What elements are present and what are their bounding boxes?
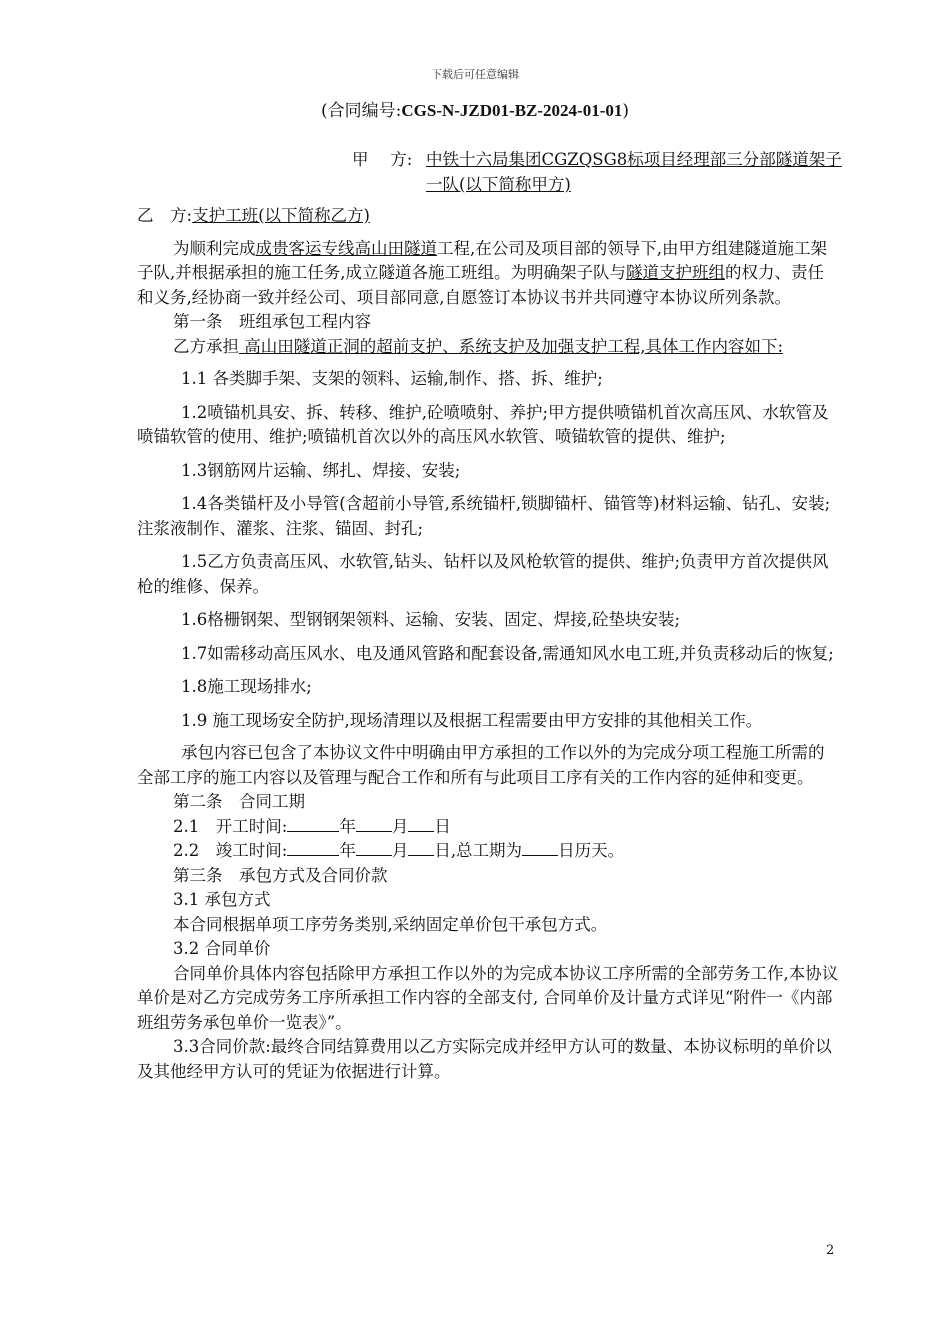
item-1-7: 1.7如需移动高压风水、电及通风管路和配套设备,需通知风水电工班,并负责移动后的恢复; [181,643,834,663]
item-1-8: 1.8施工现场排水; [181,677,312,696]
scope-lead: 乙方承担 [173,336,239,356]
item-1-1: 1.1 各类脚手架、支架的领料、运输,制作、搭、拆、维护; [181,369,603,388]
article-1-closing: 承包内容已包含了本协议文件中明确由甲方承担的工作以外的为完成分项工程施工所需的全部工序的施工内容以及管理与配合工作和所有与此项目工序有关的工作内容的延伸和变更。 [137,743,825,787]
page-number: 2 [826,1243,835,1258]
item-1-4: 1.4各类锚杆及小导管(含超前小导管,系统锚杆,锁脚锚杆、锚管等)材料运输、钻孔、安装;注浆液制作、灌浆、注浆、锚固、封孔; [137,494,831,538]
item-1-6: 1.6格栅钢架、型钢钢架领料、运输、安装、固定、焊接,砼垫块安装; [181,610,681,629]
start-date-line [137,815,840,840]
intro-text-3: 工程,在公司及项目部的领导下,由甲方组建隧道施工架子队,并根据承担的施工任务,成立隧道各施工班组。为明确架子队与 [137,238,827,282]
end-day-blank[interactable] [408,839,434,856]
project-name: 成贵客运专线高山田隧道 [255,238,437,258]
intro-text-5: 的权力、责任和义务,经协商一致并经公司、项目部同意,自愿签订本协议书并共同遵守本协议所列条款。 [137,263,824,307]
start-year-blank[interactable] [287,815,339,832]
party-b-value: 支护工班(以下简称乙方) [192,206,370,225]
start-day-blank[interactable] [408,815,434,832]
intro-text-1: 为顺利完成 [173,238,256,258]
contract-number-code: CGS-N-JZD01-BZ-2024-01-01 [401,101,623,120]
party-b [137,204,840,229]
end-month-blank[interactable] [356,839,392,856]
scope-text: 高山田隧道正洞的超前支护、系统支护及加强支护工程,具体工作内容如下: [239,336,784,356]
section-3-2-title: 3.2 合同单价 [173,939,271,958]
party-b-label: 乙 方: [137,206,193,225]
item-1-2: 1.2喷锚机具安、拆、转移、维护,砼喷喷射、养护;甲方提供喷锚机首次高压风、水软管及喷锚软管的使用、维护;喷锚机首次以外的高压风水软管、喷锚软管的提供、维护; [137,402,829,446]
end-date-label: 2.2 竣工时间: [173,841,288,860]
total-days-blank[interactable] [522,839,558,856]
team-name: 隧道支护班组 [626,263,725,282]
section-3-2-text: 合同单价具体内容包括除甲方承担工作以外的为完成本协议工序所需的全部劳务工作,本协议单价是对乙方完成劳务工序所承担工作内容的全部支付, 合同单价及计量方式详见“附件一《内部班组劳务承包单价一览表》”。 [137,963,839,1032]
item-1-9: 1.9 施工现场安全防护,现场清理以及根据工程需要由甲方安排的其他相关工作。 [181,710,763,730]
article-1-title: 第一条 班组承包工程内容 [173,312,371,331]
year-unit: 年 [339,816,356,836]
month-unit: 月 [391,816,409,836]
editable-note: 下载后可任意编辑 [431,68,519,81]
day-unit: 日 [434,816,451,836]
end-year-blank[interactable] [287,839,339,856]
end-date-line [137,839,840,864]
section-3-1-text: 本合同根据单项工序劳务类别,采纳固定单价包干承包方式。 [173,914,608,934]
item-1-5: 1.5乙方负责高压风、水软管,钻头、钻杆以及风枪软管的提供、维护;负责甲方首次提供风枪的维修、保养。 [137,552,829,596]
item-1-3: 1.3钢筋网片运输、绑扎、焊接、安装; [181,460,461,480]
year-unit: 年 [339,841,356,860]
contract-number [0,96,950,121]
contract-number-prefix: (合同编号: [320,101,402,121]
contract-body [137,204,840,1084]
party-a-value: 中铁十六局集团CGZQSG8标项目经理部三分部隧道架子一队(以下简称甲方) [426,150,842,194]
contract-number-suffix: ) [622,101,629,121]
party-a [352,147,842,197]
month-unit: 月 [391,841,409,860]
article-1-scope [137,335,840,360]
section-3-1-title: 3.1 承包方式 [173,890,271,909]
article-2-title: 第二条 合同工期 [173,792,305,811]
total-period-unit: 日历天。 [558,841,625,860]
day-unit: 日 [434,841,451,860]
party-a-label: 甲 方: [352,150,413,169]
section-3-3-text: 3.3合同价款:最终合同结算费用以乙方实际完成并经甲方认可的数量、本协议标明的单价以及其他经甲方认可的凭证为依据进行计算。 [137,1037,832,1081]
start-month-blank[interactable] [356,815,392,832]
article-3-title: 第三条 承包方式及合同价款 [173,865,388,885]
total-period-label: ,总工期为 [450,841,523,860]
start-date-label: 2.1 开工时间: [173,816,288,836]
intro-paragraph [137,237,840,311]
